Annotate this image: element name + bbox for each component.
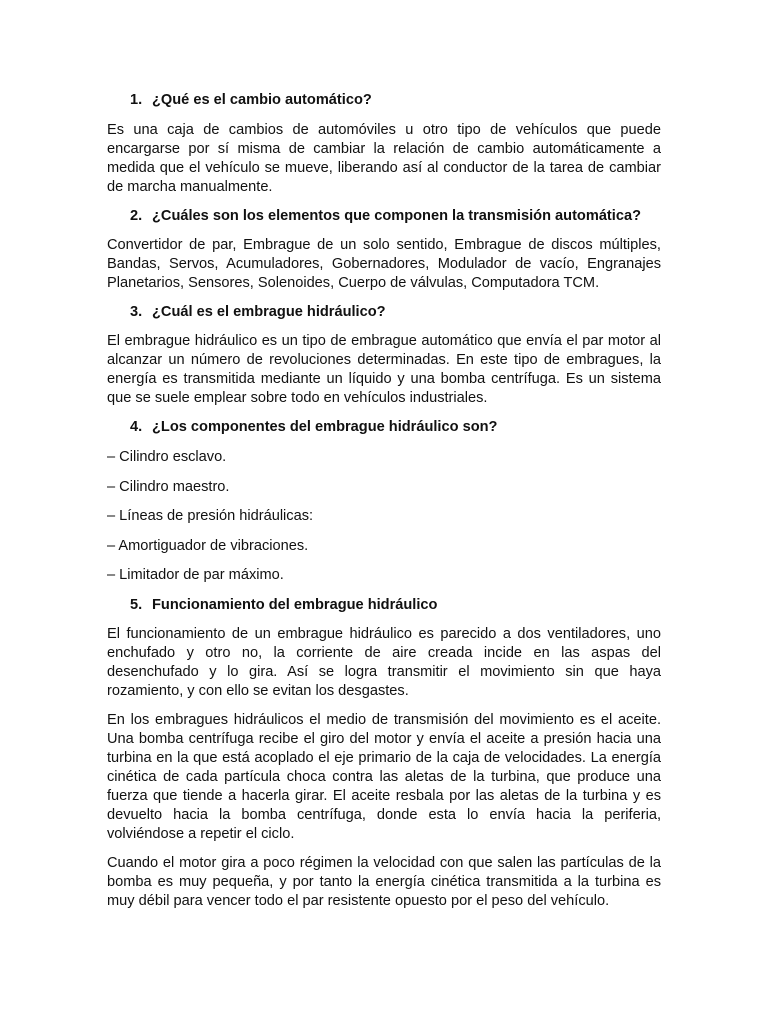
- answer-paragraph-5c: Cuando el motor gira a poco régimen la velocidad con que salen las partículas de la bomba es muy pequeña, y por tanto la energía cinética transmitida a la turbina es muy débil para vencer todo el par resistente opuesto por el peso del vehículo.: [107, 854, 661, 909]
- answer-paragraph-1: Es una caja de cambios de automóviles u otro tipo de vehículos que puede encargarse por sí misma de cambiar la relación de cambio automáticamente a medida que el vehículo se mueve, liberando así al conductor de la tarea de cambiar de marcha manualmente.: [107, 122, 661, 195]
- list-item: – Cilindro esclavo.: [107, 449, 227, 465]
- question-number: 1.: [130, 92, 143, 108]
- document-page: [107, 91, 661, 921]
- question-heading-2: [107, 207, 661, 226]
- question-text: Funcionamiento del embrague hidráulico: [152, 596, 438, 613]
- question-number: 4.: [130, 419, 143, 435]
- question-text: ¿Cuál es el embrague hidráulico?: [152, 304, 386, 320]
- list-item: – Líneas de presión hidráulicas:: [107, 508, 314, 524]
- answer-paragraph-5b: En los embragues hidráulicos el medio de transmisión del movimiento es el aceite. Una bomba centrífuga recibe el giro del motor y envía el aceite a presión hacia una turbina en la que está acoplado el eje primario de la caja de velocidades. La energía cinética de cada partícula choca contra las aletas de la turbina, que produce una fuerza que tiende a hacerla girar. El aceite resbala por las aletas de la turbina y es devuelto hacia la bomba centrífuga, donde esta lo envía hacia la periferia, volviéndose a repetir el ciclo.: [107, 711, 661, 842]
- answer-paragraph-3: El embrague hidráulico es un tipo de embrague automático que envía el par motor al alcanzar un número de revoluciones determinadas. En este tipo de embragues, la energía es transmitida mediante un líquido y una bomba centrífuga. Es un sistema que se suele emplear sobre todo en vehículos industriales.: [107, 333, 661, 406]
- question-text: ¿Qué es el cambio automático?: [152, 92, 372, 108]
- question-text: ¿Los componentes del embrague hidráulico son?: [152, 419, 498, 435]
- list-item: – Limitador de par máximo.: [107, 567, 284, 583]
- question-text: ¿Cuáles son los elementos que componen la transmisión automática?: [152, 208, 641, 224]
- question-number: 2.: [130, 208, 143, 224]
- question-number: 3.: [130, 304, 143, 320]
- question-heading-5: [107, 596, 661, 615]
- question-heading-1: [107, 91, 661, 110]
- question-number: 5.: [130, 596, 143, 613]
- list-item: – Cilindro maestro.: [107, 478, 230, 495]
- question-heading-3: [107, 303, 661, 322]
- list-item: – Amortiguador de vibraciones.: [107, 537, 309, 554]
- question-heading-4: [107, 418, 661, 437]
- answer-paragraph-5a: El funcionamiento de un embrague hidráulico es parecido a dos ventiladores, uno enchufado y otro no, la corriente de aire creada incide en las aspas del desenchufado y lo gira. Así se logra transmitir el movimiento sin que haya rozamiento, y con ello se evitan los desgastes.: [107, 625, 661, 699]
- answer-paragraph-2: Convertidor de par, Embrague de un solo sentido, Embrague de discos múltiples, Bandas, Servos, Acumuladores, Gobernadores, Modulador de vacío, Engranajes Planetarios, Sensores, Solenoides, Cuerpo de válvulas, Computadora TCM.: [107, 237, 661, 291]
